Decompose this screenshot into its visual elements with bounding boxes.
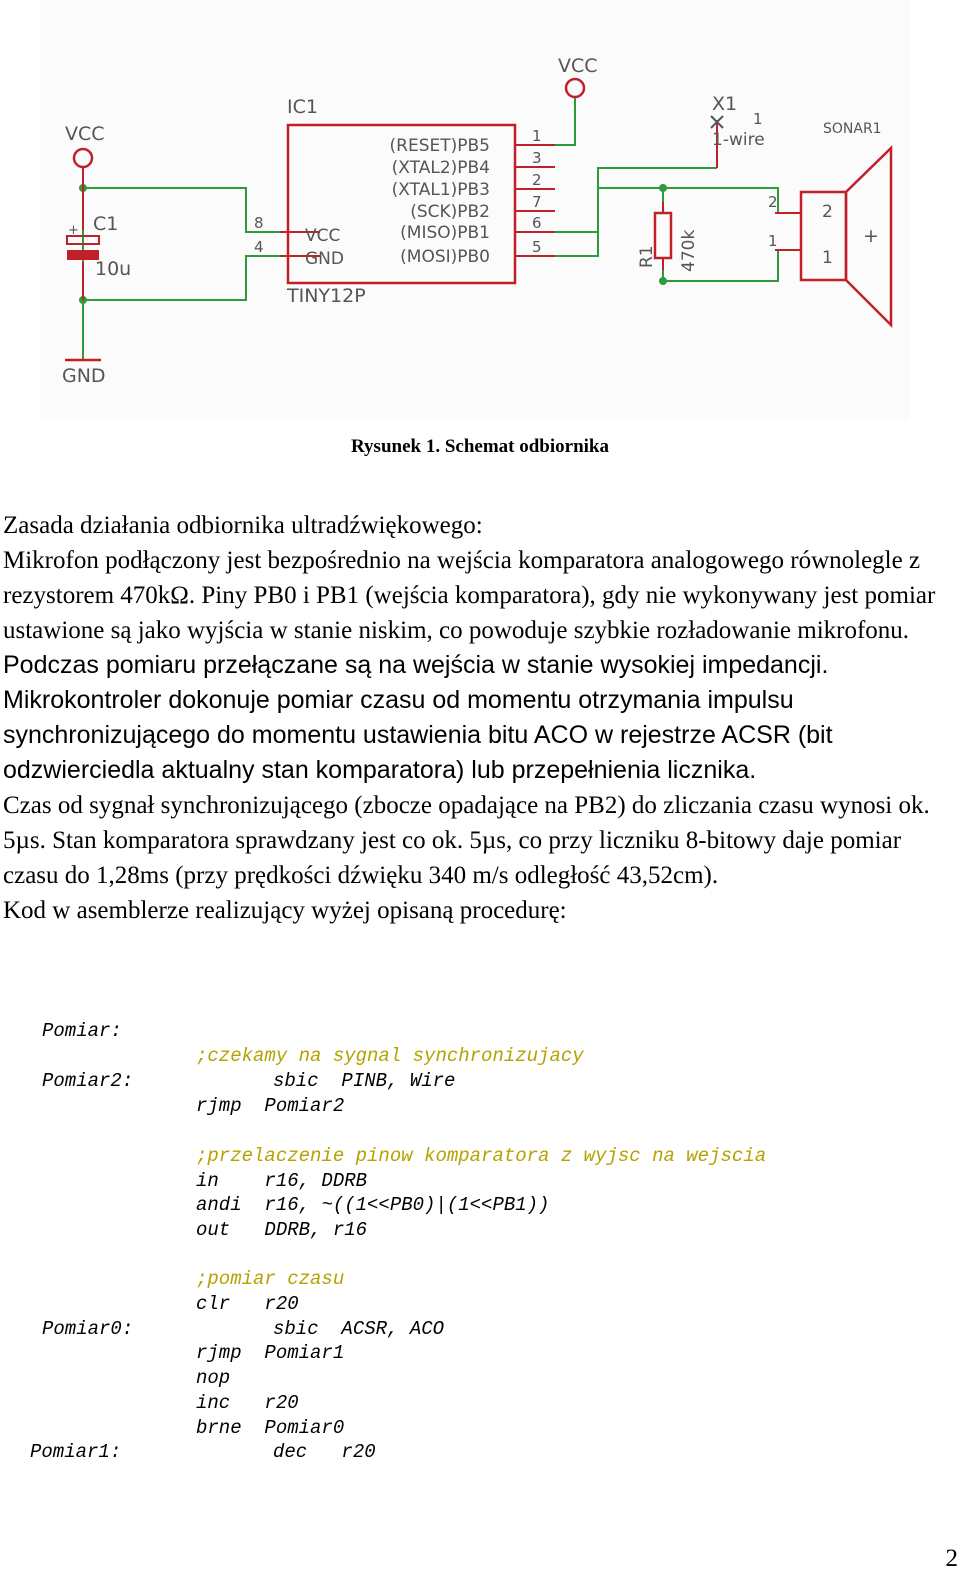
paragraph-text: Mikrofon podłączony jest bezpośrednio na wejścia komparatora analogowego równolegle z rezystorem 470kΩ. Piny PB0 i PB1 (wejścia komparatora), gdy nie wykonywany jest pomiar ustawione są jako wyjścia w stanie niskim, co powoduje szybkie rozładowanie mikrofonu. bbox=[3, 547, 936, 644]
code-instruction: sbic ACSR, ACO bbox=[273, 1318, 445, 1340]
vcc-left-label: VCC bbox=[65, 123, 105, 145]
ic-name: IC1 bbox=[287, 96, 318, 118]
code-label: Pomiar: bbox=[42, 1020, 122, 1042]
r1-name: R1 bbox=[637, 245, 657, 268]
ic-part: TINY12P bbox=[287, 285, 366, 307]
code-instruction: inc r20 bbox=[196, 1392, 299, 1414]
sonar-inner-number: 1 bbox=[822, 248, 833, 268]
code-instruction: clr r20 bbox=[196, 1293, 299, 1315]
ic-pin-label: GND bbox=[305, 249, 344, 269]
paragraph bbox=[3, 543, 958, 683]
code-instruction: brne Pomiar0 bbox=[196, 1417, 345, 1439]
ic-pin-number: 1 bbox=[532, 127, 542, 145]
page-number: 2 bbox=[945, 1545, 958, 1572]
ic-pin-label: (MISO)PB1 bbox=[400, 223, 490, 243]
ic-pin-number: 8 bbox=[254, 214, 264, 232]
sonar-name: SONAR1 bbox=[823, 121, 882, 137]
code-instruction: nop bbox=[196, 1367, 231, 1389]
x1-label: 1-wire bbox=[712, 130, 765, 150]
x1-pin: 1 bbox=[753, 110, 763, 128]
code-label: Pomiar1: bbox=[30, 1441, 122, 1463]
power-symbols bbox=[65, 79, 584, 360]
sonar-plus: + bbox=[863, 225, 879, 247]
paragraph: Kod w asemblerze realizujący wyżej opisaną procedurę: bbox=[3, 897, 567, 924]
r1-value: 470k bbox=[679, 229, 699, 272]
code-comment-text: ;przelaczenie pinow komparatora z wyjsc na wejscia bbox=[196, 1145, 767, 1167]
ic-pin-label: (XTAL2)PB4 bbox=[391, 158, 490, 178]
paragraph: Czas od sygnał synchronizującego (zbocze opadające na PB2) do zliczania czasu wynosi ok. 5µs. Stan komparatora sprawdzany jest co ok. 5µs, co przy liczniku 8-bitowy daje pomiar czasu do 1,28ms (przy prędkości dźwięku 340 m/s odległość 43,52cm). bbox=[3, 792, 930, 889]
sonar-pin-number: 1 bbox=[768, 232, 778, 250]
figure-caption: Rysunek 1. Schemat odbiornika bbox=[351, 436, 609, 457]
circuit-schematic bbox=[40, 0, 910, 420]
c1-plus: + bbox=[68, 223, 79, 238]
paragraph-text-sans: Podczas pomiaru przełączane są na wejścia w stanie wysokiej impedancji. bbox=[3, 651, 829, 679]
sonar-pin-number: 2 bbox=[768, 193, 778, 211]
body-text bbox=[3, 508, 958, 928]
paragraph: Mikrokontroler dokonuje pomiar czasu od momentu otrzymania impulsu synchronizującego do momentu ustawienia bitu ACO w rejestrze ACSR (bit odzwierciedla aktualny stan komparatora) lub przepełnienia licznika. bbox=[3, 686, 833, 784]
code-instruction: rjmp Pomiar2 bbox=[196, 1095, 345, 1117]
code-comment-text: ;pomiar czasu bbox=[196, 1268, 345, 1290]
code-comment bbox=[196, 1145, 766, 1170]
code-comment bbox=[196, 1045, 584, 1070]
ic-pin-number: 5 bbox=[532, 238, 542, 256]
code-instruction: rjmp Pomiar1 bbox=[196, 1342, 345, 1364]
code-instruction: sbic PINB, Wire bbox=[273, 1070, 456, 1092]
ic-pin-number: 3 bbox=[532, 149, 542, 167]
ic-pin-label: (RESET)PB5 bbox=[389, 136, 490, 156]
gnd-label: GND bbox=[62, 365, 106, 387]
junctions bbox=[79, 184, 667, 304]
ic-pin-label: (XTAL1)PB3 bbox=[391, 180, 490, 200]
code-comment-text: ;czekamy na sygnal synchronizujacy bbox=[196, 1045, 584, 1067]
vcc-top-label: VCC bbox=[558, 55, 598, 77]
paragraph: Zasada działania odbiornika ultradźwiękowego: bbox=[3, 512, 483, 539]
code-label: Pomiar0: bbox=[42, 1318, 134, 1340]
c1-name: C1 bbox=[93, 213, 119, 235]
code-instruction: andi r16, ~((1<<PB0)|(1<<PB1)) bbox=[196, 1194, 550, 1216]
code-instruction: dec r20 bbox=[273, 1441, 376, 1463]
sonar-inner-number: 2 bbox=[822, 202, 833, 222]
code-comment bbox=[196, 1268, 344, 1293]
code-instruction: in r16, DDRB bbox=[196, 1170, 368, 1192]
ic-pin-number: 6 bbox=[532, 214, 542, 232]
ic-pin-number: 2 bbox=[532, 171, 542, 189]
code-label: Pomiar2: bbox=[42, 1070, 134, 1092]
ic-pin-label: VCC bbox=[305, 226, 341, 246]
ic-pin-label: (SCK)PB2 bbox=[410, 202, 490, 222]
resistor-r1 bbox=[655, 213, 671, 258]
code-instruction: out DDRB, r16 bbox=[196, 1219, 368, 1241]
ic-pin-number: 4 bbox=[254, 238, 264, 256]
ic-pin-number: 7 bbox=[532, 193, 542, 211]
ic-pin-label: (MOSI)PB0 bbox=[400, 247, 490, 267]
c1-value: 10u bbox=[95, 258, 132, 280]
x1-name: X1 bbox=[712, 93, 738, 115]
